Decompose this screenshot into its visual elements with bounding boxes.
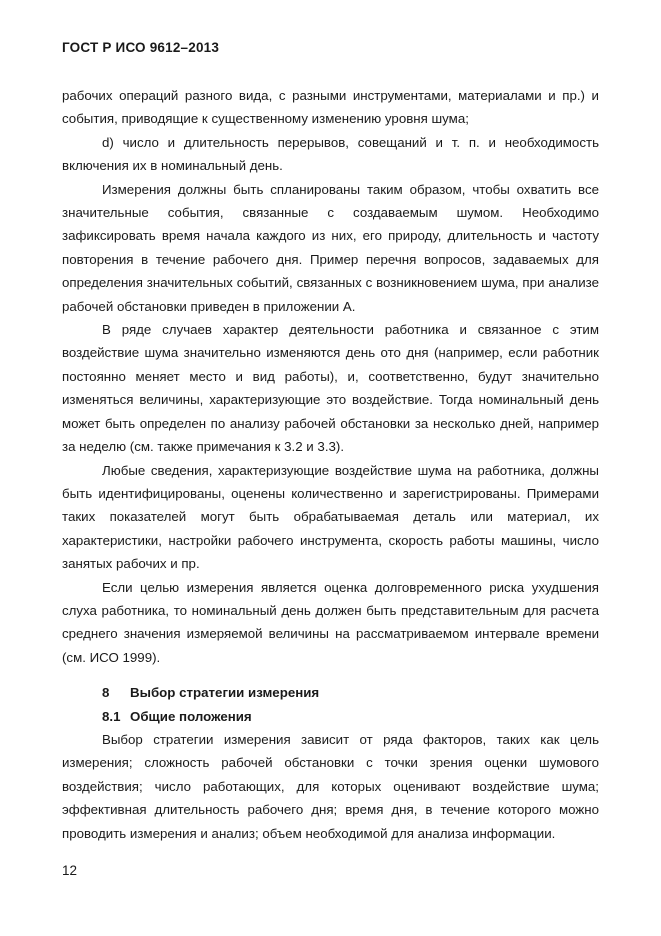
section-heading bbox=[62, 681, 599, 704]
document-header: ГОСТ Р ИСО 9612–2013 bbox=[62, 40, 220, 55]
paragraph: Выбор стратегии измерения зависит от ряда факторов, таких как цель измерения; сложность рабочей обстановки с точки зрения оценки шумового воздействия; число работающих, для которых оценивают воздействие шума; эффективная длительность рабочего дня; время дня, в течение которого можно проводить измерения и анализ; объем необходимой для анализа информации. bbox=[62, 731, 599, 841]
paragraph: Если целью измерения является оценка долговременного риска ухудшения слуха работника, то номинальный день должен быть представительным для расчета среднего значения измеряемой величины на рассматриваемом интервале времени (см. ИСО 1999). bbox=[62, 579, 599, 665]
section-title: Выбор стратегии измерения bbox=[130, 685, 320, 701]
page-number: 12 bbox=[62, 863, 78, 878]
subsection-heading bbox=[62, 705, 599, 728]
section-number: 8 bbox=[102, 685, 110, 701]
document-body bbox=[62, 84, 599, 845]
section-spacer bbox=[62, 669, 599, 681]
paragraph: Любые сведения, характеризующие воздействие шума на работника, должны быть идентифицированы, оценены количественно и зарегистрированы. Примерами таких показателей могут быть обрабатываемая деталь или материал, их характеристики, настройки рабочего инструмента, скорость работы машины, число занятых рабочих и пр. bbox=[62, 462, 599, 572]
paragraph: В ряде случаев характер деятельности работника и связанное с этим воздействие шума значительно изменяются день ото дня (например, если работник постоянно меняет место и вид работы), и, соответственно, будут значительно изменяться величины, характеризующие это воздействие. Тогда номинальный день может быть определен по анализу рабочей обстановки за несколько дней, например за неделю (см. также примечания к 3.2 и 3.3). bbox=[62, 322, 599, 455]
paragraph: Измерения должны быть спланированы таким образом, чтобы охватить все значительные события, связанные с создаваемым шумом. Необходимо зафиксировать время начала каждого из них, его природу, длительность и частоту повторения в течение рабочего дня. Пример перечня вопросов, задаваемых для определения значительных событий, связанных с возникновением шума, при анализе рабочей обстановки приведен в приложении А. bbox=[62, 181, 599, 314]
paragraph: рабочих операций разного вида, с разными инструментами, материалами и пр.) и события, приводящие к существенному изменению уровня шума; bbox=[62, 88, 599, 127]
paragraph: d) число и длительность перерывов, совещаний и т. п. и необходимость включения их в номинальный день. bbox=[62, 134, 599, 174]
subsection-title: Общие положения bbox=[130, 708, 252, 724]
subsection-number: 8.1 bbox=[102, 708, 121, 724]
